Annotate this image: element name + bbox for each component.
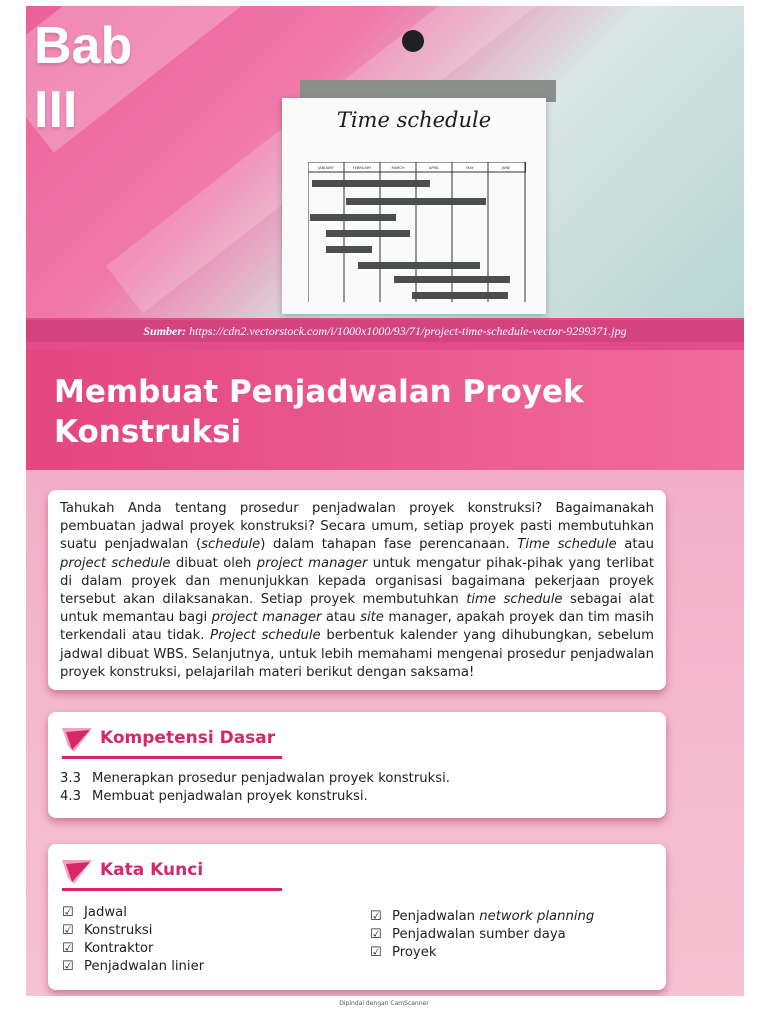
image-source-caption: Sumber: https://cdn2.vectorstock.com/i/1000x1000/93/71/project-time-schedule-vector-9299371.jpg [26, 320, 744, 342]
checkbox-icon: ☑ [62, 941, 74, 956]
checkbox-icon: ☑ [370, 909, 382, 924]
board-title: Time schedule [336, 108, 492, 132]
intro-text-segment: Project schedule [210, 628, 321, 644]
chapter-title: Membuat Penjadwalan Proyek Konstruksi [54, 374, 584, 450]
list-item: ☑ Penjadwalan network planning [370, 909, 595, 924]
list-item: 4.3 Membuat penjadwalan proyek konstruksi. [60, 789, 368, 804]
schedule-board [282, 98, 546, 314]
pin-icon [402, 30, 424, 52]
intro-text-segment: manager, apakah proyek dan tim masih terkendali atau tidak. [60, 610, 655, 644]
kata-kunci-card: Kata Kunci ☑ Jadwal ☑ Konstruksi ☑ Kontraktor ☑ Penjadwalan linier ☑ Penjadwalan network planning ☑ Penjadwalan sumber daya ☑ Proyek [48, 844, 666, 990]
month-label: FEBRUARY [352, 166, 372, 170]
intro-text-segment: schedule [201, 537, 261, 553]
intro-text-segment: project manager [256, 555, 368, 571]
intro-text-segment: project schedule [60, 555, 171, 571]
book-page [26, 6, 744, 996]
hero-image [26, 6, 744, 318]
content-area [26, 470, 744, 996]
flag-icon [62, 728, 92, 752]
list-item: ☑ Konstruksi [62, 923, 153, 938]
intro-text-segment: site [360, 610, 384, 626]
intro-paragraph [48, 490, 666, 692]
month-label: APRIL [428, 166, 440, 170]
checkbox-icon: ☑ [370, 945, 382, 960]
kompetensi-dasar-card: Kompetensi Dasar 3.3 Menerapkan prosedur penjadwalan proyek konstruksi. 4.3 Membuat penjadwalan proyek konstruksi. [48, 712, 666, 818]
intro-card [48, 490, 666, 690]
intro-text-segment: atau [616, 537, 654, 553]
checkbox-icon: ☑ [62, 959, 74, 974]
intro-text-segment: sebagai alat untuk memantau bagi [60, 592, 654, 626]
intro-text-segment: dibuat oleh [170, 555, 257, 571]
intro-text-segment: untuk mengatur pihak-pihak yang terlibat di dalam proyek dan menunjukkan kepada organisasi bagaimana pekerjaan proyek tersebut akan dilaksanakan. Setiap proyek membutuhkan [60, 555, 654, 608]
month-label: JUNE [501, 166, 511, 170]
heading-underline [62, 888, 282, 891]
kompetensi-list [60, 770, 450, 806]
list-item: 3.3 Menerapkan prosedur penjadwalan proyek konstruksi. [60, 771, 450, 786]
intro-text-segment: berbentuk kalender yang dihubungkan, sebelum jadwal dibuat WBS. Selanjutnya, untuk lebih memahami mengenai prosedur penjadwalan proyek konstruksi, pelajarilah materi berikut dengan saksama! [60, 628, 654, 680]
list-item: ☑ Penjadwalan sumber daya [370, 927, 566, 942]
month-label: JANUARY [318, 166, 334, 170]
title-band [26, 350, 744, 470]
list-item: ☑ Penjadwalan linier [62, 959, 205, 974]
intro-text-segment: atau [321, 610, 361, 626]
chapter-label: Bab III [34, 17, 133, 139]
scanner-watermark: Dipindai dengan CamScanner [339, 1000, 429, 1007]
keyword-list-right [370, 908, 594, 962]
month-label: MAY [466, 166, 474, 170]
flag-icon [62, 860, 92, 884]
intro-text-segment: time schedule [466, 592, 563, 608]
keyword-list-left [62, 904, 204, 976]
list-item: ☑ Jadwal [62, 905, 127, 920]
checkbox-icon: ☑ [62, 905, 74, 920]
intro-text-segment: project manager [211, 610, 322, 626]
checkbox-icon: ☑ [370, 927, 382, 942]
list-item: ☑ Kontraktor [62, 941, 154, 956]
gantt-chart-illustration [308, 162, 526, 302]
heading-underline [62, 756, 282, 759]
intro-text-segment: ) dalam tahapan fase perencanaan. [260, 537, 518, 553]
intro-text-segment: Time schedule [517, 537, 617, 553]
list-item: ☑ Proyek [370, 945, 437, 960]
intro-text-segment: Tahukah Anda tentang prosedur penjadwalan proyek konstruksi? Bagaimanakah pembuatan jadwal proyek konstruksi? Secara umum, setiap proyek pasti membutuhkan suatu penjadwalan ( [60, 501, 654, 553]
checkbox-icon: ☑ [62, 923, 74, 938]
month-label: MARCH [391, 166, 405, 170]
